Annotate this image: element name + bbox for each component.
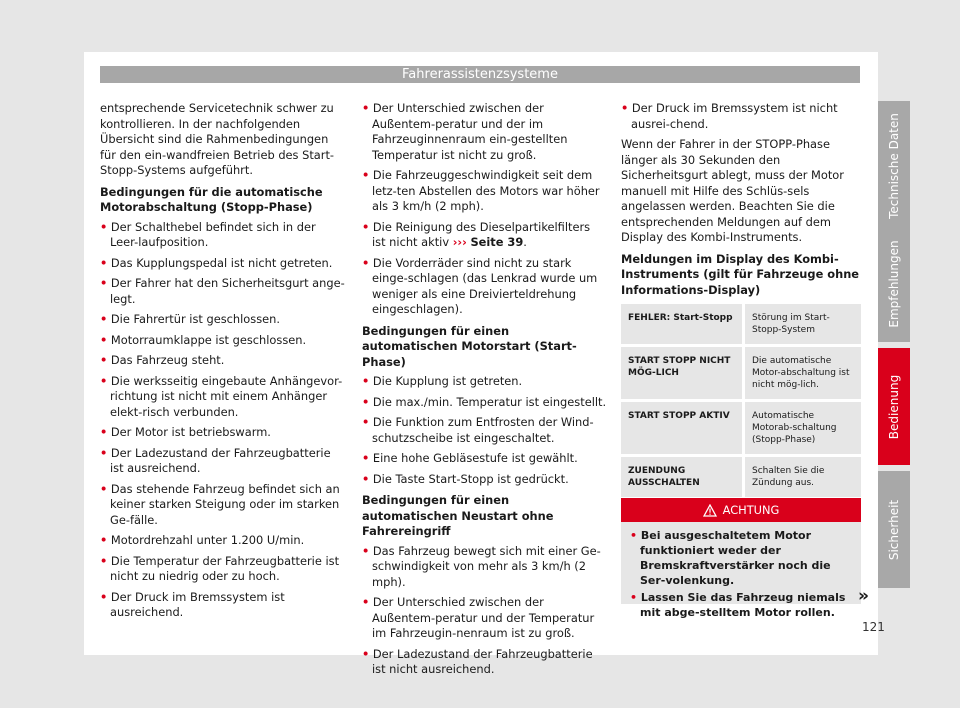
- list-item: • Das Fahrzeug steht.: [100, 353, 225, 367]
- list-item: • Der Druck im Bremssystem ist nicht ausrei-chend.: [621, 101, 838, 131]
- section-heading-messages: Meldungen im Display des Kombi-Instruments (gilt für Fahrzeuge ohne Informations-Display): [621, 251, 860, 297]
- warning-triangle-icon: [703, 504, 717, 517]
- continue-arrow-icon: »: [858, 586, 869, 606]
- list-item: • Die werksseitig eingebaute Anhängevor-richtung ist nicht mit einem Anhänger elekt-risch verbunden.: [100, 373, 343, 419]
- start-conditions-list: [362, 374, 607, 487]
- bullet-icon: •: [362, 451, 370, 465]
- list-item: • Das Fahrzeug bewegt sich mit einer Ge-schwindigkeit von mehr als 3 km/h (2 mph).: [362, 543, 601, 589]
- message-text: Automatische Motorab-schaltung (Stopp-Phase): [744, 401, 862, 456]
- bullet-icon: •: [100, 353, 108, 367]
- stopp-conditions-list: [100, 220, 345, 621]
- bullet-icon: •: [100, 533, 108, 547]
- page-number: 121: [862, 620, 885, 634]
- bullet-icon: •: [362, 255, 370, 270]
- bullet-icon: •: [362, 168, 370, 182]
- column-3: [621, 101, 861, 543]
- list-item: • Die max./min. Temperatur ist eingestellt.: [362, 394, 607, 409]
- list-item: • Das Kupplungspedal ist nicht getreten.: [100, 255, 333, 270]
- bullet-icon: •: [100, 589, 108, 604]
- tab-sicherheit[interactable]: Sicherheit: [878, 471, 910, 588]
- bullet-icon: •: [362, 219, 370, 234]
- bullet-icon: •: [100, 445, 108, 460]
- bullet-icon: •: [362, 374, 370, 388]
- message-text: Störung im Start-Stopp-System: [744, 304, 862, 346]
- column-2: [362, 101, 607, 683]
- bullet-icon: •: [362, 543, 370, 558]
- list-item: • Motordrehzahl unter 1.200 U/min.: [100, 533, 305, 547]
- table-row: [621, 346, 861, 401]
- neustart-conditions-list: [362, 544, 607, 678]
- warning-title: ACHTUNG: [722, 503, 780, 517]
- bullet-icon: •: [100, 373, 108, 388]
- warning-box: [621, 498, 861, 619]
- list-item: • Lassen Sie das Fahrzeug niemals mit abge-stelltem Motor rollen.: [630, 591, 846, 619]
- page-ref-arrow-icon: ›››: [452, 235, 467, 249]
- list-item: • Die Taste Start-Stopp ist gedrückt.: [362, 471, 569, 486]
- section-heading-start: Bedingungen für einen automatischen Motorstart (Start-Phase): [362, 323, 577, 369]
- list-item: • Motorraumklappe ist geschlossen.: [100, 332, 307, 347]
- list-item: • Der Ladezustand der Fahrzeugbatterie ist ausreichend.: [100, 445, 331, 475]
- list-item: • Der Druck im Bremssystem ist ausreichend.: [100, 589, 285, 619]
- tab-technische-daten[interactable]: Technische Daten: [878, 101, 910, 231]
- list-item: • Die Fahrzeuggeschwindigkeit seit dem letz-ten Abstellen des Motors war höher als 3 km/h (2 mph).: [362, 168, 600, 213]
- bullet-icon: •: [100, 276, 108, 290]
- section-heading-stopp: Bedingungen für die automatische Motorabschaltung (Stopp-Phase): [100, 184, 323, 214]
- stopp-conditions-list-cont: [362, 101, 607, 215]
- table-row: [621, 456, 861, 499]
- list-item: • Die Funktion zum Entfrosten der Wind-schutzscheibe ist eingeschaltet.: [362, 415, 594, 445]
- list-item: • Der Unterschied zwischen der Außentem-peratur und der Temperatur im Fahrzeugin-nenraum ist zu groß.: [362, 595, 595, 640]
- bullet-icon: •: [362, 471, 370, 486]
- intro-paragraph: entsprechende Servicetechnik schwer zu kontrollieren. In der nachfolgenden Übersicht sind die Rahmenbedingungen für den ein-wandfreien Betrieb des Start-Stopp-Systems aufgeführt.: [100, 101, 335, 177]
- table-row: [621, 401, 861, 456]
- warning-list: [621, 522, 861, 619]
- bullet-icon: •: [100, 255, 108, 270]
- page-reference-link[interactable]: Seite 39: [470, 235, 524, 249]
- message-code: ZUENDUNG AUSSCHALTEN: [621, 456, 744, 499]
- bullet-icon: •: [362, 101, 370, 115]
- list-item: • Der Fahrer hat den Sicherheitsgurt ange-legt.: [100, 276, 345, 306]
- list-item: • Bei ausgeschaltetem Motor funktioniert weder der Bremskraftverstärker noch die Ser-volenkung.: [630, 529, 831, 587]
- list-item: • Der Ladezustand der Fahrzeugbatterie ist nicht ausreichend.: [362, 646, 593, 676]
- warning-header: [621, 498, 861, 522]
- bullet-icon: •: [100, 425, 108, 439]
- section-heading-neustart: Bedingungen für einen automatischen Neustart ohne Fahrereingriff: [362, 493, 554, 538]
- list-item: • Die Reinigung des Dieselpartikelfilters ist nicht aktiv ››› Seite 39.: [362, 219, 591, 249]
- message-code: START STOPP NICHT MÖG-LICH: [621, 346, 744, 401]
- bullet-icon: •: [100, 312, 108, 326]
- chapter-header: Fahrerassistenzsysteme: [100, 66, 860, 83]
- table-row: [621, 304, 861, 346]
- bullet-icon: •: [100, 481, 108, 496]
- bullet-icon: •: [362, 415, 370, 429]
- message-text: Schalten Sie die Zündung aus.: [744, 456, 862, 499]
- message-code: FEHLER: Start-Stopp: [621, 304, 744, 346]
- bullet-icon: •: [630, 529, 638, 542]
- tab-empfehlungen[interactable]: Empfehlungen: [878, 225, 910, 342]
- list-item: • Die Vorderräder sind nicht zu stark einge-schlagen (das Lenkrad wurde um weniger als eine Dreivierteldrehung eingeschlagen).: [362, 255, 598, 316]
- bullet-icon: •: [100, 332, 108, 347]
- list-item: • Die Kupplung ist getreten.: [362, 374, 523, 388]
- bullet-icon: •: [362, 394, 370, 409]
- list-item: • Die Fahrertür ist geschlossen.: [100, 312, 280, 326]
- tab-bedienung[interactable]: Bedienung: [878, 348, 910, 465]
- list-item: • Eine hohe Gebläsestufe ist gewählt.: [362, 451, 578, 465]
- message-code: START STOPP AKTIV: [621, 401, 744, 456]
- stopp-conditions-list-end: [362, 256, 607, 318]
- bullet-icon: •: [621, 101, 629, 115]
- bullet-icon: •: [362, 595, 370, 609]
- list-item: • Das stehende Fahrzeug befindet sich an keiner starken Steigung oder im starken Ge-fälle.: [100, 481, 340, 527]
- bullet-icon: •: [100, 219, 108, 234]
- bullet-icon: •: [100, 553, 108, 568]
- info-paragraph: Wenn der Fahrer in der STOPP-Phase länger als 30 Sekunden den Sicherheitsgurt ablegt, muss der Motor manuell mit Hilfe des Schlüs-sels angelassen werden. Beachten Sie die entsprechenden Meldungen auf dem Display des Kombi-Instruments.: [621, 137, 844, 244]
- column-1: [100, 101, 345, 626]
- list-item: • Der Motor ist betriebswarm.: [100, 425, 271, 439]
- list-item: • Der Schalthebel befindet sich in der Leer-laufposition.: [100, 219, 316, 249]
- list-item: • Die Temperatur der Fahrzeugbatterie ist nicht zu niedrig oder zu hoch.: [100, 553, 340, 583]
- bullet-icon: •: [630, 591, 638, 604]
- bullet-icon: •: [362, 646, 370, 661]
- list-item: • Der Unterschied zwischen der Außentem-peratur und der im Fahrzeuginnenraum ein-gestellten Temperatur ist nicht zu groß.: [362, 101, 568, 162]
- message-text: Die automatische Motor-abschaltung ist nicht mög-lich.: [744, 346, 862, 401]
